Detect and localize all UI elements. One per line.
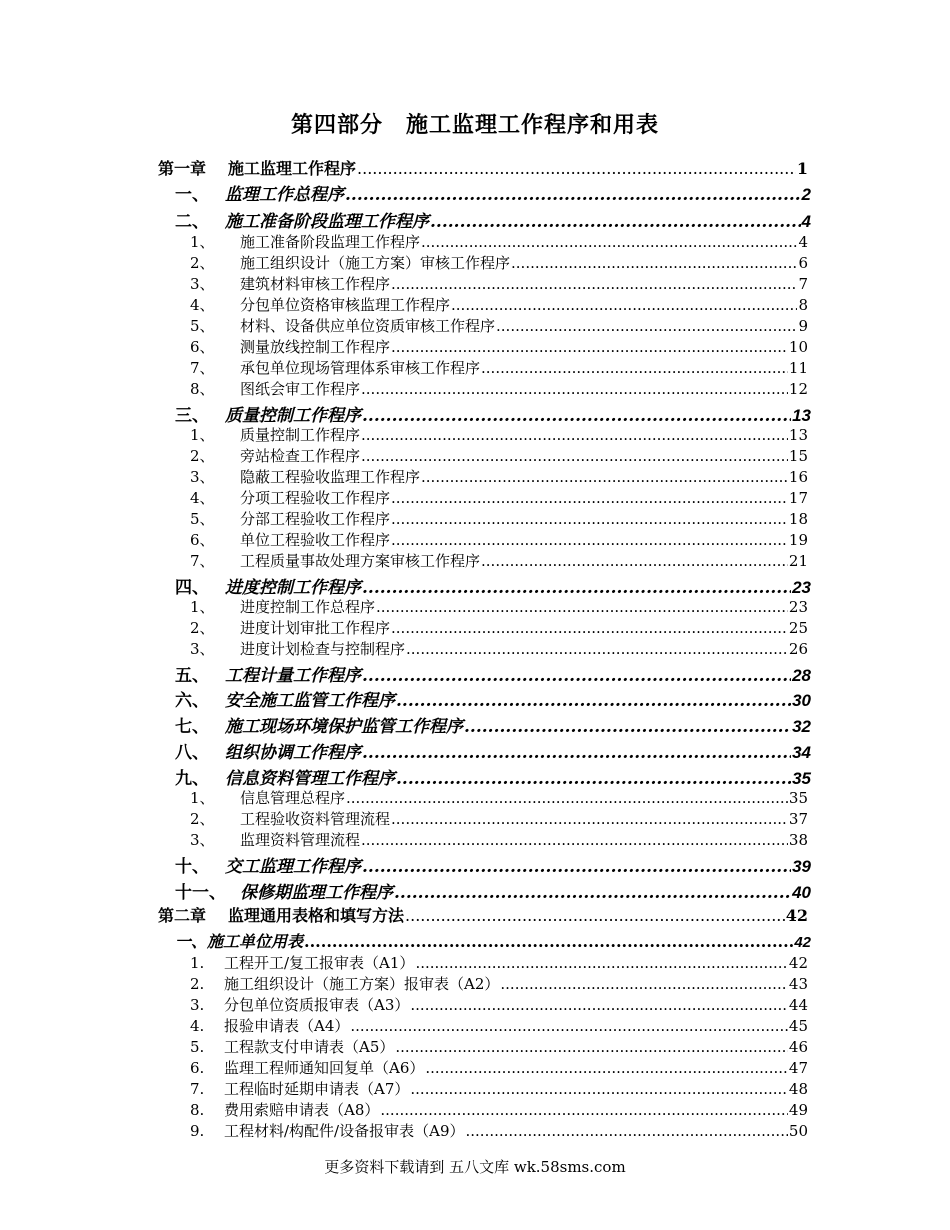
toc-entry-title: 质量控制工作程序 (225, 406, 361, 426)
toc-entry-number: 2、 (190, 447, 215, 465)
toc-leader-dots (421, 233, 797, 251)
toc-entry-title: 旁站检查工作程序 (240, 447, 361, 465)
toc-entry-number: 一、 (175, 932, 208, 951)
toc-entry-page-number: 10 (788, 338, 808, 356)
toc-entry[interactable] (190, 1057, 808, 1078)
toc-entry-page-number: 4 (801, 212, 811, 231)
toc-leader-dots (405, 906, 785, 925)
toc-entry-page-number: 32 (792, 717, 811, 736)
toc-entry-number: 4. (190, 1017, 205, 1035)
toc-leader-dots (346, 789, 788, 807)
toc-leader-dots (391, 810, 788, 828)
toc-entry[interactable] (190, 550, 808, 571)
toc-entry-number: 一、 (175, 185, 209, 205)
toc-leader-dots (410, 1080, 788, 1098)
toc-entry[interactable] (190, 973, 808, 994)
toc-entry-number: 4、 (190, 489, 215, 507)
toc-leader-dots (361, 831, 788, 849)
toc-leader-dots (481, 552, 788, 570)
toc-leader-dots (380, 1101, 788, 1119)
toc-entry-title: 报验申请表（A4） (224, 1017, 350, 1035)
toc-entry[interactable] (175, 401, 811, 426)
toc-leader-dots (466, 1122, 788, 1140)
toc-entry-page-number: 23 (792, 578, 811, 597)
toc-entry-page-number: 1 (796, 159, 808, 178)
page-title: 第四部分 施工监理工作程序和用表 (290, 112, 659, 138)
toc-leader-dots (396, 769, 791, 789)
toc-entry-number: 第二章 (158, 906, 207, 925)
toc-leader-dots (361, 447, 788, 465)
toc-entry[interactable] (190, 487, 808, 508)
toc-entry-title: 施工准备阶段监理工作程序 (240, 233, 421, 251)
toc-entry-page-number: 12 (788, 380, 808, 398)
toc-entry-title: 施工准备阶段监理工作程序 (225, 212, 429, 232)
toc-entry-number: 三、 (175, 406, 209, 426)
toc-entry-title: 工程计量工作程序 (225, 666, 361, 686)
toc-entry-title: 分包单位资格审核监理工作程序 (240, 296, 451, 314)
toc-entry-page-number: 42 (788, 954, 808, 972)
toc-entry-title: 工程款支付申请表（A5） (224, 1038, 395, 1056)
toc-entry-number: 6、 (190, 531, 215, 549)
toc-entry-page-number: 9 (798, 317, 808, 335)
toc-entry-number: 1、 (190, 426, 215, 444)
toc-entry-page-number: 37 (788, 810, 808, 828)
toc-entry-page-number: 19 (788, 531, 808, 549)
toc-entry-page-number: 23 (788, 598, 808, 616)
toc-entry[interactable] (175, 852, 811, 877)
toc-entry-title: 分包单位资质报审表（A3） (224, 996, 410, 1014)
toc-entry-page-number: 26 (788, 640, 808, 658)
toc-entry[interactable] (175, 180, 811, 205)
toc-entry-title: 信息管理总程序 (240, 789, 346, 807)
toc-entry-title: 费用索赔申请表（A8） (224, 1101, 380, 1119)
toc-entry-number: 四、 (175, 578, 209, 598)
toc-entry-page-number: 48 (788, 1080, 808, 1098)
toc-entry[interactable] (190, 994, 808, 1015)
toc-entry-page-number: 18 (788, 510, 808, 528)
toc-entry-number: 五、 (175, 666, 209, 686)
toc-entry-title: 工程验收资料管理流程 (240, 810, 391, 828)
toc-entry[interactable] (190, 357, 808, 378)
toc-leader-dots (464, 717, 791, 737)
toc-entry[interactable] (190, 787, 808, 808)
toc-entry-title: 保修期监理工作程序 (240, 883, 393, 903)
toc-entry-title: 分项工程验收工作程序 (240, 489, 391, 507)
toc-entry-number: 六、 (175, 691, 209, 711)
toc-leader-dots (451, 296, 797, 314)
toc-entry[interactable] (190, 508, 808, 529)
toc-entry[interactable] (175, 764, 811, 789)
toc-entry-page-number: 8 (798, 296, 808, 314)
toc-entry[interactable] (158, 903, 808, 926)
toc-entry-page-number: 49 (788, 1101, 808, 1119)
toc-entry-title: 监理资料管理流程 (240, 831, 361, 849)
toc-leader-dots (406, 640, 788, 658)
toc-entry-title: 信息资料管理工作程序 (225, 769, 395, 789)
toc-entry-number: 十、 (175, 857, 209, 877)
toc-entry[interactable] (190, 378, 808, 399)
toc-entry[interactable] (175, 878, 811, 903)
toc-entry-page-number: 17 (788, 489, 808, 507)
toc-entry-title: 工程临时延期申请表（A7） (224, 1080, 410, 1098)
toc-entry-page-number: 50 (788, 1122, 808, 1140)
toc-entry-title: 施工监理工作程序 (228, 159, 357, 178)
toc-entry[interactable] (175, 686, 811, 711)
toc-leader-dots (500, 975, 788, 993)
toc-entry-title: 分部工程验收工作程序 (240, 510, 391, 528)
toc-entry[interactable] (190, 1120, 808, 1141)
toc-entry[interactable] (190, 529, 808, 550)
toc-leader-dots (396, 691, 791, 711)
toc-entry-page-number: 7 (798, 275, 808, 293)
toc-entry-number: 7、 (190, 552, 215, 570)
toc-entry-title: 施工单位用表 (207, 932, 304, 951)
toc-entry-number: 5. (190, 1038, 205, 1056)
toc-entry-number: 5、 (190, 510, 215, 528)
toc-leader-dots (391, 489, 788, 507)
toc-leader-dots (362, 857, 791, 877)
toc-entry-page-number: 42 (785, 906, 808, 925)
toc-entry-number: 九、 (175, 769, 209, 789)
toc-entry[interactable] (175, 929, 811, 952)
toc-entry-page-number: 16 (788, 468, 808, 486)
toc-entry[interactable] (190, 336, 808, 357)
toc-entry[interactable] (190, 1015, 808, 1036)
toc-entry-page-number: 40 (792, 883, 811, 902)
toc-entry[interactable] (190, 1078, 808, 1099)
toc-leader-dots (304, 932, 793, 951)
toc-entry-number: 8. (190, 1101, 205, 1119)
toc-leader-dots (357, 159, 796, 178)
toc-entry-title: 进度控制工作程序 (225, 578, 361, 598)
toc-leader-dots (511, 254, 797, 272)
toc-entry[interactable] (190, 638, 808, 659)
toc-leader-dots (391, 531, 788, 549)
toc-entry[interactable] (190, 252, 808, 273)
toc-entry-number: 3、 (190, 468, 215, 486)
toc-entry-title: 安全施工监管工作程序 (225, 691, 395, 711)
toc-leader-dots (345, 185, 801, 205)
toc-entry-title: 承包单位现场管理体系审核工作程序 (240, 359, 481, 377)
toc-entry[interactable] (158, 156, 808, 179)
toc-entry-number: 2、 (190, 254, 215, 272)
toc-entry-number: 3、 (190, 640, 215, 658)
toc-entry-title: 施工现场环境保护监管工作程序 (225, 717, 463, 737)
toc-entry-page-number: 4 (798, 233, 808, 251)
toc-entry-number: 1、 (190, 789, 215, 807)
toc-entry-page-number: 13 (792, 406, 811, 425)
toc-leader-dots (362, 743, 791, 763)
toc-entry[interactable] (175, 207, 811, 232)
toc-leader-dots (496, 317, 797, 335)
toc-entry-page-number: 25 (788, 619, 808, 637)
toc-leader-dots (430, 212, 801, 232)
toc-entry-page-number: 15 (788, 447, 808, 465)
toc-entry-number: 二、 (175, 212, 209, 232)
toc-entry-page-number: 44 (788, 996, 808, 1014)
toc-entry-title: 单位工程验收工作程序 (240, 531, 391, 549)
toc-leader-dots (421, 468, 788, 486)
toc-entry[interactable] (190, 617, 808, 638)
toc-entry-page-number: 13 (788, 426, 808, 444)
toc-entry-number: 3. (190, 996, 205, 1014)
toc-entry-page-number: 35 (792, 769, 811, 788)
toc-entry-title: 进度计划审批工作程序 (240, 619, 391, 637)
toc-entry-title: 施工组织设计（施工方案）审核工作程序 (240, 254, 511, 272)
toc-entry[interactable] (175, 573, 811, 598)
toc-entry-number: 6. (190, 1059, 205, 1077)
toc-entry-number: 1. (190, 954, 205, 972)
toc-entry-number: 9. (190, 1122, 205, 1140)
toc-entry[interactable] (190, 294, 808, 315)
toc-leader-dots (410, 996, 788, 1014)
toc-entry[interactable] (175, 738, 811, 763)
toc-entry-page-number: 42 (794, 934, 811, 951)
toc-entry-number: 1、 (190, 598, 215, 616)
toc-entry[interactable] (190, 829, 808, 850)
toc-entry-number: 5、 (190, 317, 215, 335)
toc-leader-dots (350, 1017, 788, 1035)
toc-entry-number: 八、 (175, 743, 209, 763)
toc-entry-page-number: 30 (792, 691, 811, 710)
toc-entry-number: 2、 (190, 810, 215, 828)
toc-entry-page-number: 47 (788, 1059, 808, 1077)
toc-entry[interactable] (190, 596, 808, 617)
toc-leader-dots (362, 578, 791, 598)
toc-leader-dots (415, 954, 787, 972)
toc-entry-number: 七、 (175, 717, 209, 737)
toc-entry-number: 3、 (190, 831, 215, 849)
toc-entry[interactable] (190, 466, 808, 487)
toc-entry-number: 7. (190, 1080, 205, 1098)
toc-leader-dots (394, 883, 791, 903)
toc-entry-page-number: 21 (788, 552, 808, 570)
toc-entry-title: 工程质量事故处理方案审核工作程序 (240, 552, 481, 570)
toc-entry-number: 4、 (190, 296, 215, 314)
toc-entry-title: 组织协调工作程序 (225, 743, 361, 763)
toc-entry[interactable] (190, 1036, 808, 1057)
toc-entry-page-number: 34 (792, 743, 811, 762)
toc-leader-dots (362, 406, 791, 426)
toc-entry[interactable] (190, 952, 808, 973)
toc-entry-number: 3、 (190, 275, 215, 293)
toc-entry-title: 监理工程师通知回复单（A6） (224, 1059, 425, 1077)
toc-entry-number: 6、 (190, 338, 215, 356)
toc-entry-page-number: 11 (788, 359, 808, 377)
toc-leader-dots (391, 275, 797, 293)
toc-entry[interactable] (190, 445, 808, 466)
toc-entry-title: 测量放线控制工作程序 (240, 338, 391, 356)
toc-entry[interactable] (175, 712, 811, 737)
toc-entry-page-number: 46 (788, 1038, 808, 1056)
toc-entry-title: 交工监理工作程序 (225, 857, 361, 877)
toc-entry-page-number: 38 (788, 831, 808, 849)
toc-entry[interactable] (190, 315, 808, 336)
toc-entry-number: 第一章 (158, 159, 207, 178)
toc-leader-dots (361, 426, 788, 444)
toc-entry-title: 建筑材料审核工作程序 (240, 275, 391, 293)
toc-entry-page-number: 28 (792, 666, 811, 685)
toc-entry[interactable] (190, 231, 808, 252)
toc-leader-dots (425, 1059, 788, 1077)
toc-leader-dots (376, 598, 788, 616)
toc-entry-title: 隐蔽工程验收监理工作程序 (240, 468, 421, 486)
toc-entry[interactable] (190, 808, 808, 829)
toc-entry-page-number: 35 (788, 789, 808, 807)
toc-entry-title: 监理通用表格和填写方法 (228, 906, 405, 925)
toc-entry[interactable] (190, 1099, 808, 1120)
toc-entry-number: 十一、 (175, 883, 226, 903)
toc-entry-title: 图纸会审工作程序 (240, 380, 361, 398)
toc-entry-page-number: 43 (788, 975, 808, 993)
toc-leader-dots (391, 619, 788, 637)
toc-entry-number: 8、 (190, 380, 215, 398)
toc-leader-dots (391, 510, 788, 528)
toc-leader-dots (395, 1038, 788, 1056)
toc-leader-dots (391, 338, 788, 356)
toc-entry[interactable] (175, 661, 811, 686)
footer-text: 更多资料下载请到 五八文库 wk.58sms.com (324, 1158, 626, 1176)
toc-leader-dots (361, 380, 788, 398)
toc-entry-page-number: 6 (798, 254, 808, 272)
toc-entry-page-number: 45 (788, 1017, 808, 1035)
toc-entry[interactable] (190, 273, 808, 294)
toc-entry-title: 进度控制工作总程序 (240, 598, 376, 616)
toc-entry-number: 2、 (190, 619, 215, 637)
toc-entry-title: 工程材料/构配件/设备报审表（A9） (224, 1122, 465, 1140)
toc-entry-number: 2. (190, 975, 205, 993)
toc-entry-title: 工程开工/复工报审表（A1） (224, 954, 415, 972)
toc-entry-page-number: 39 (792, 857, 811, 876)
toc-entry[interactable] (190, 424, 808, 445)
toc-leader-dots (481, 359, 788, 377)
toc-leader-dots (362, 666, 791, 686)
toc-entry-number: 1、 (190, 233, 215, 251)
toc-entry-title: 进度计划检查与控制程序 (240, 640, 406, 658)
toc-entry-number: 7、 (190, 359, 215, 377)
toc-entry-page-number: 2 (801, 185, 811, 204)
toc-entry-title: 施工组织设计（施工方案）报审表（A2） (224, 975, 500, 993)
toc-entry-title: 材料、设备供应单位资质审核工作程序 (240, 317, 496, 335)
toc-entry-title: 监理工作总程序 (225, 185, 344, 205)
toc-entry-title: 质量控制工作程序 (240, 426, 361, 444)
